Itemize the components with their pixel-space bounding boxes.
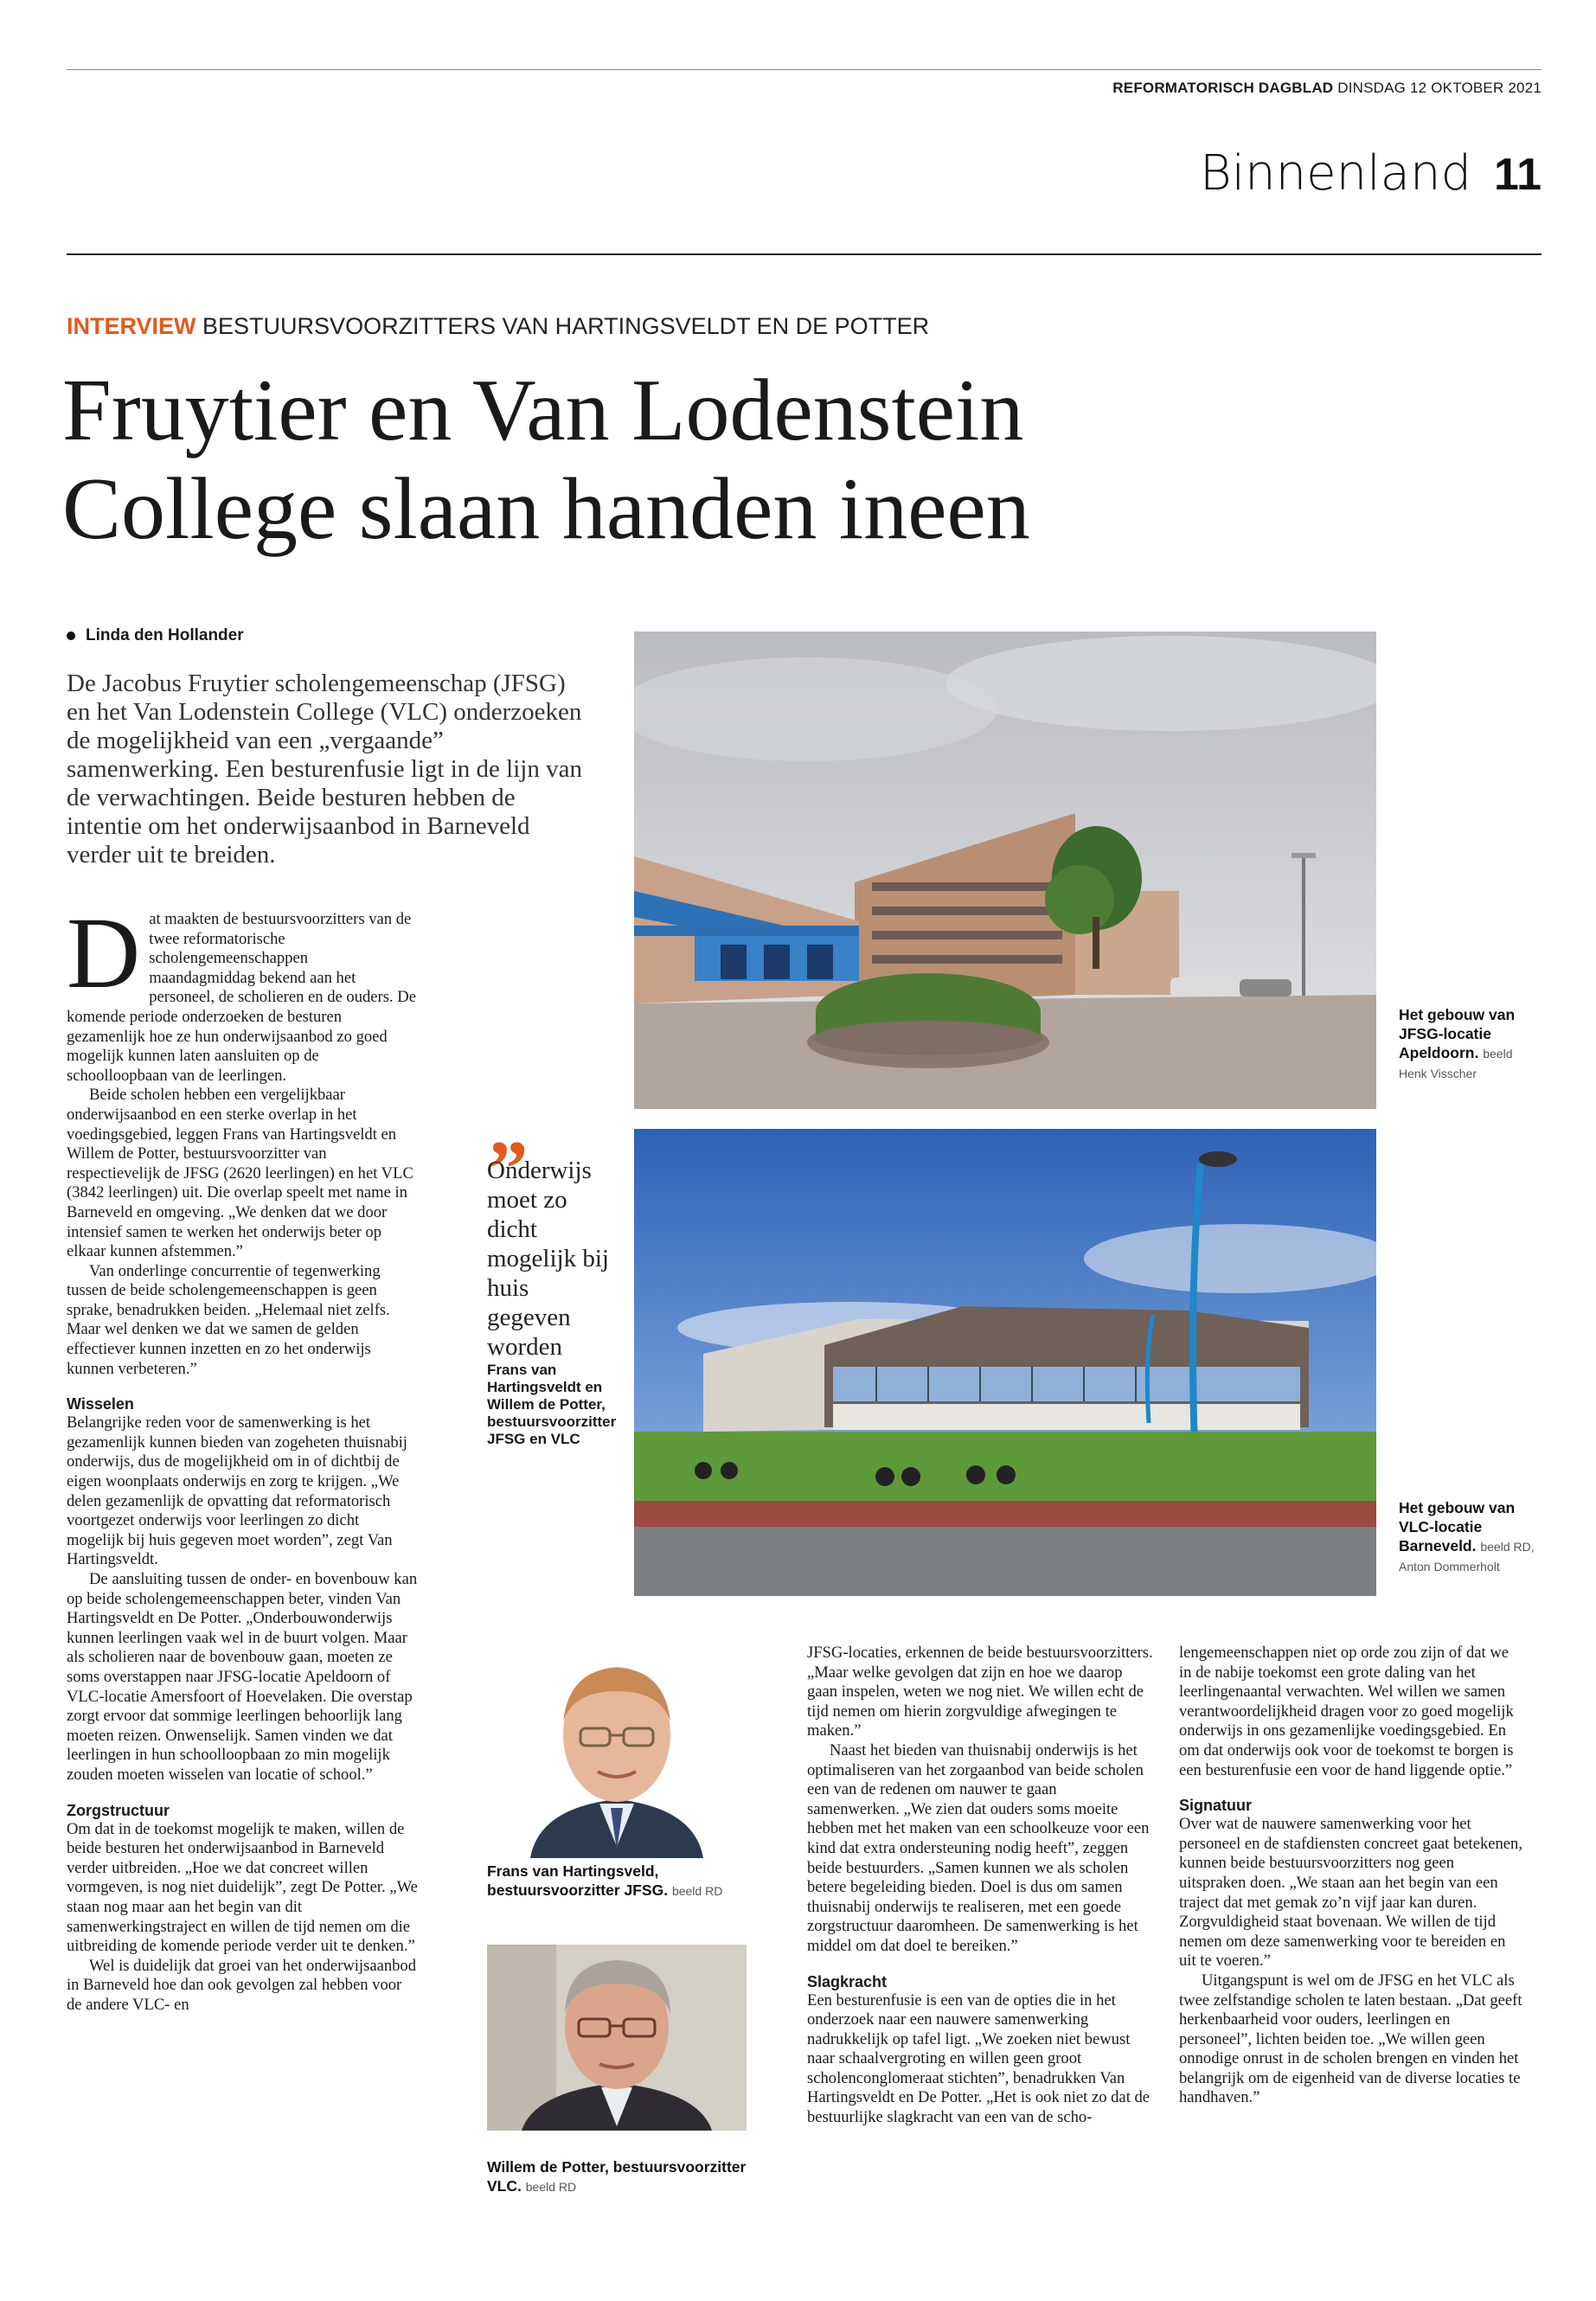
portrait-van-hartingsveldt: [487, 1644, 747, 1858]
col1-paragraph-7: Wel is duidelijk dat groei van het onderwijsaanbod in Barneveld hoe dan ook gevolgen zal hebben voor de andere VLC- en: [67, 1956, 417, 2014]
author-name: Linda den Hollander: [86, 626, 244, 644]
subheading-slagkracht: Slagkracht: [807, 1972, 888, 1990]
photo1-credit: beeld Henk Visscher: [1399, 1047, 1513, 1080]
portrait-de-potter: [487, 1945, 747, 2131]
masthead: [1112, 80, 1542, 97]
portrait2-caption: [487, 2157, 755, 2196]
col1-paragraph-1: at maakten de bestuursvoorzitters van de twee reformatorische scholengemeenschappen maandagmiddag bekend aan het personeel, de scholieren en de ouders. De komende periode onderzoeken de besturen gezamenlijk hoe ze hun onderwijsaanbod zo goed mogelijk kunnen laten aansluiten op de schoolloopbaan van de leerlingen.: [67, 910, 416, 1085]
article-column-1: [67, 896, 418, 2015]
headline-line1: Fruytier en Van Lodenstein: [62, 362, 1024, 459]
photo1-caption: [1399, 1005, 1537, 1083]
quote-mark-icon: „: [489, 1083, 529, 1171]
col1-paragraph-4: Belangrijke reden voor de samenwerking is het gezamenlijk kunnen bieden van zogeheten thuisnabij onderwijs, dus de mogelijkheid om in of dichtbij de eigen woonplaats onderwijs en zorg te krijgen. „We delen gezamenlijk de opvatting dat reformatorisch voortgezet onderwijs voor leerlingen zo dicht mogelijk bij huis gegeven moet worden”, zegt Van Hartingsveldt.: [67, 1413, 407, 1569]
col1-paragraph-5: De aansluiting tussen de onder- en bovenbouw kan op beide scholengemeenschappen beter, vinden Van Hartingsveldt en De Potter. „Onderbouwonderwijs kunnen leerlingen vaak wel in de buurt volgen. Maar als scholieren naar de bovenbouw gaan, moeten ze soms overstappen naar JFSG-locatie Apeldoorn of VLC-locatie Amersfoort of Hoevelaken. Die overstap zorgt ervoor dat sommige leerlingen behoorlijk lang moeten reizen. Onwenselijk. Samen vinden we dat leerlingen in hun schoolloopbaan zo min mogelijk zouden moeten wisselen van locatie of school.”: [67, 1570, 418, 1784]
col4-paragraph-2: Over wat de nauwere samenwerking voor het personeel en de stafdiensten concreet gaat betekenen, kunnen beide bestuursvoorzitters nog geen uitspraken doen. „We staan aan het begin van een traject dat met gemak zo’n vijf jaar kan duren. Zorgvuldigheid staat bovenaan. We willen de tijd nemen om deze samenwerking voor te bereiden en uit te voeren.”: [1179, 1815, 1522, 1971]
article-column-3: [807, 1644, 1153, 2128]
photo2-caption-text: Het gebouw van VLC-locatie Barneveld.: [1399, 1499, 1516, 1554]
portrait1-caption: [487, 1862, 755, 1900]
headline-line2: College slaan handen ineen: [62, 460, 1030, 558]
pull-quote: Onderwijs moet zo dicht mogelijk bij huis gegeven worden: [487, 1157, 609, 1361]
headline: [62, 362, 1273, 559]
byline: [67, 626, 244, 645]
subheading-signatuur: Signatuur: [1179, 1797, 1252, 1815]
col3-paragraph-3: Een besturenfusie is een van de opties die in het onderzoek naar een nauwere samenwerking nadrukkelijk op tafel ligt. „We zoeken niet bewust naar schaalvergroting en willen geen groot scholenconglomeraat stichten”, benadrukken Van Hartingsveldt en De Potter. „Het is ook niet zo dat de bestuurlijke slagkracht van een van de scho-: [807, 1990, 1151, 2127]
section-header: [1200, 145, 1542, 202]
kicker-text: BESTUURSVOORZITTERS VAN HARTINGSVELDT EN DE POTTER: [202, 313, 930, 339]
page-number: 11: [1494, 150, 1542, 200]
paper-name: REFORMATORISCH DAGBLAD: [1112, 80, 1334, 96]
col3-paragraph-2: Naast het bieden van thuisnabij onderwijs is het optimaliseren van het zorgaanbod van beide scholen een van de redenen om nauwer te gaan samenwerken. „We zien dat ouders soms moeite hebben met het maken van een schoolkeuze voor een kind dat extra ondersteuning nodig heeft”, zeggen beide bestuurders. „Samen kunnen we als scholen betere begeleiding bieden. Doel is dus om samen thuisnabij onderwijs te realiseren, met een goede zorgstructuur daaromheen. De samenwerking is het middel om dat doel te bereiken.”: [807, 1740, 1150, 1955]
section-rule: [67, 253, 1542, 255]
portrait2-caption-text: Willem de Potter, bestuursvoorzitter VLC.: [487, 2158, 747, 2195]
photo-jfsg-apeldoorn: [634, 631, 1376, 1109]
col1-paragraph-2: Beide scholen hebben een vergelijkbaar onderwijsaanbod en een sterke overlap in het voedingsgebied, leggen Frans van Hartingsveldt en Willem de Potter, bestuursvoorzitter van respectievelijk de JFSG (2620 leerlingen) en het VLC (3842 leerlingen) uit. Die overlap speelt met name in Barneveld en omgeving. „We denken dat we door intensief samen te werken het onderwijs beter op elkaar kunnen afstemmen.”: [67, 1086, 413, 1261]
col4-paragraph-1: lengemeenschappen niet op orde zou zijn of dat we in de nabije toekomst een grote daling van het leerlingenaantal verwachten. Wel willen we samen verantwoordelijkheid dragen voor zo goed mogelijk onderwijs in ons gezamenlijke voedingsgebied. En om dat onderwijs ook voor de toekomst te borgen is een besturenfusie een voor de hand liggende optie.”: [1179, 1644, 1514, 1779]
photo1-caption-text: Het gebouw van JFSG-locatie Apeldoorn.: [1399, 1006, 1516, 1061]
col1-paragraph-6: Om dat in de toekomst mogelijk te maken, willen de beide besturen het onderwijsaanbod in Barneveld verder uitbreiden. „Hoe we dat concreet willen vormgeven, is nog niet duidelijk”, zegt De Potter. „We staan nog maar aan het begin van dit samenwerkingstraject en willen de tijd nemen om die uitbreiding de komende periode verder uit te denken.”: [67, 1819, 418, 1956]
col3-paragraph-1: JFSG-locaties, erkennen de beide bestuursvoorzitters. „Maar welke gevolgen dat zijn en hoe we daarop gaan inspelen, weten we nog niet. We willen echt de tijd nemen om hierin zorgvuldige afwegingen te maken.”: [807, 1644, 1153, 1740]
section-name: Binnenland: [1199, 145, 1472, 202]
portrait1-caption-text: Frans van Hartingsveld, bestuursvoorzitter JFSG.: [487, 1862, 669, 1899]
subheading-zorgstructuur: Zorgstructuur: [67, 1801, 170, 1819]
article-column-4: [1179, 1644, 1525, 2108]
subheading-wisselen: Wisselen: [67, 1395, 134, 1413]
kicker-tag: INTERVIEW: [67, 313, 196, 339]
portrait1-credit: beeld RD: [671, 1884, 723, 1898]
photo2-caption: [1399, 1498, 1546, 1576]
col1-paragraph-3: Van onderlinge concurrentie of tegenwerking tussen de beide scholengemeenschappen is geen sprake, benadrukken beiden. „Helemaal niet zelfs. Maar wel denken we dat we samen de gelden effectiever kunnen inzetten en zo het onderwijs kunnen verbeteren.”: [67, 1261, 390, 1378]
photo-vlc-barneveld: [634, 1129, 1376, 1596]
issue-date: DINSDAG 12 OKTOBER 2021: [1337, 80, 1542, 96]
top-rule: [67, 69, 1542, 70]
portrait2-credit: beeld RD: [525, 2180, 577, 2194]
photo2-credit: beeld RD, Anton Dommerholt: [1399, 1540, 1535, 1574]
drop-cap: D: [67, 896, 141, 1009]
bullet-icon: [67, 631, 75, 640]
intro-paragraph: De Jacobus Fruytier scholengemeenschap (JFSG) en het Van Lodenstein College (VLC) onderzoeken de mogelijkheid van een „vergaande” samenwerking. Een besturenfusie ligt in de lijn van de verwachtingen. Beide besturen hebben de intentie om het onderwijsaanbod in Barneveld verder uit te breiden.: [67, 670, 582, 868]
kicker: [67, 313, 929, 340]
col4-paragraph-3: Uitgangspunt is wel om de JFSG en het VLC als twee zelfstandige scholen te laten bestaan. „Dat geeft herkenbaarheid voor ouders, leerlingen en personeel”, lichten beiden toe. „We willen geen onnodige onrust in de scholen brengen en vinden het belangrijk om de eigenheid van de diverse locaties te handhaven.”: [1179, 1971, 1522, 2107]
pull-quote-attribution: Frans van Hartingsveldt en Willem de Potter, bestuursvoorzitter JFSG en VLC: [487, 1362, 617, 1447]
